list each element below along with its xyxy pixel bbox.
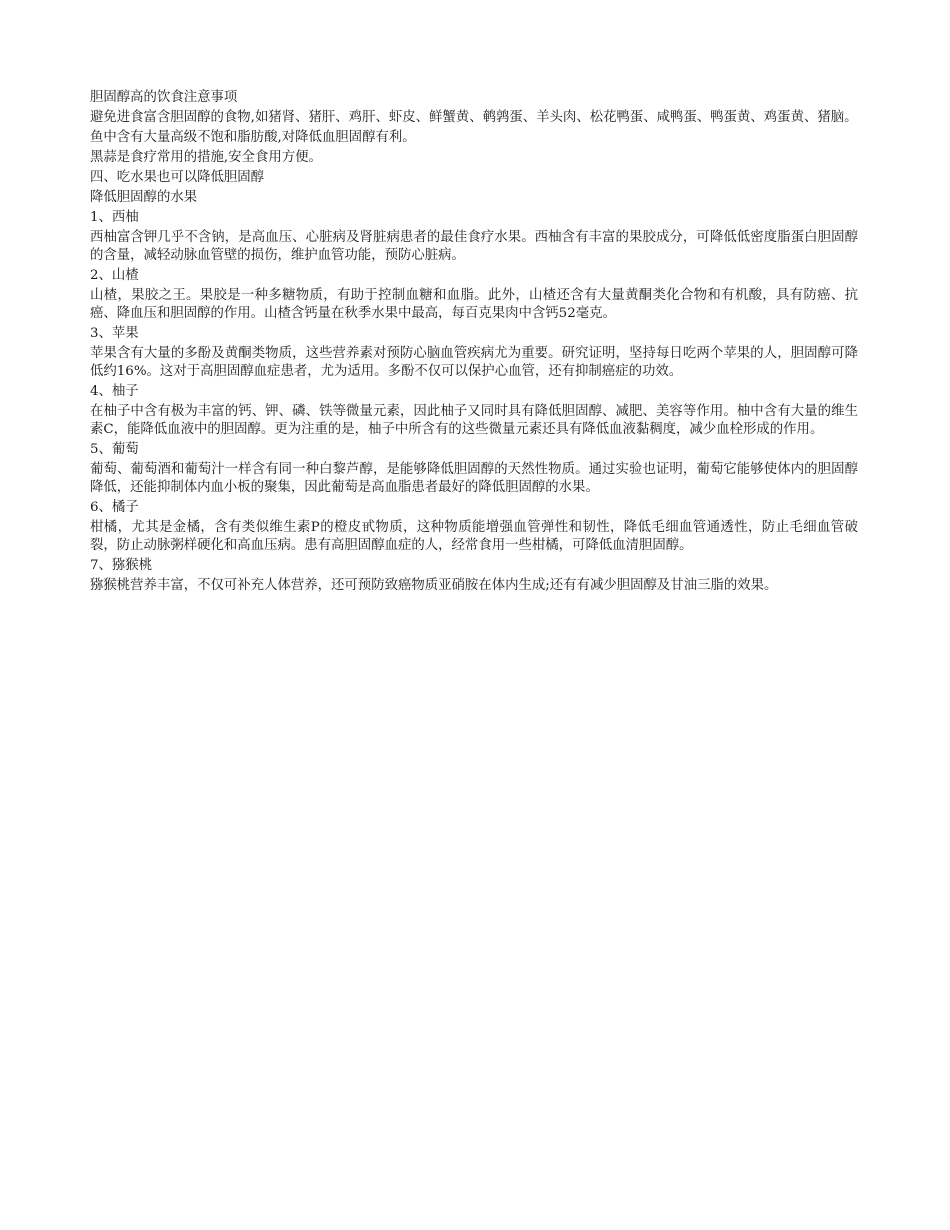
fruit-heading-orange: 6、橘子 bbox=[90, 500, 139, 515]
fruit-text-apple: 苹果含有大量的多酚及黄酮类物质，这些营养素对预防心脑血管疾病尤为重要。研究证明，坚持每日吃两个苹果的人，胆固醇可降低约16%。这对于高胆固醇血症患者，尤为适用。多酚不仅可以保护心血管，还有抑制癌症的功效。 bbox=[90, 346, 858, 379]
section-heading: 四、吃水果也可以降低胆固醇 bbox=[90, 170, 265, 185]
fruit-heading-kiwi: 7、猕猴桃 bbox=[90, 558, 153, 573]
document-title: 胆固醇高的饮食注意事项 bbox=[90, 90, 238, 105]
fruit-text-hawthorn: 山楂，果胶之王。果胶是一种多糖物质，有助于控制血糖和血脂。此外，山楂还含有大量黄酮类化合物和有机酸，具有防癌、抗癌、降血压和胆固醇的作用。山楂含钙量在秋季水果中最高，每百克果肉中含钙52毫克。 bbox=[90, 288, 858, 321]
intro-paragraph-black-garlic: 黑蒜是食疗常用的措施,安全食用方便。 bbox=[90, 150, 322, 165]
subheading: 降低胆固醇的水果 bbox=[90, 190, 198, 205]
fruit-heading-hawthorn: 2、山楂 bbox=[90, 268, 139, 283]
fruit-text-pomelo: 在柚子中含有极为丰富的钙、钾、磷、铁等微量元素，因此柚子又同时具有降低胆固醇、减肥、美容等作用。柚中含有大量的维生素C，能降低血液中的胆固醇。更为注重的是，柚子中所含有的这些微量元素还具有降低血液黏稠度，减少血栓形成的作用。 bbox=[90, 404, 858, 437]
fruit-text-grape: 葡萄、葡萄酒和葡萄汁一样含有同一种白黎芦醇，是能够降低胆固醇的天然性物质。通过实验也证明，葡萄它能够使体内的胆固醇降低，还能抑制体内血小板的聚集，因此葡萄是高血脂患者最好的降低胆固醇的水果。 bbox=[90, 462, 858, 495]
fruit-heading-apple: 3、苹果 bbox=[90, 326, 139, 341]
fruit-text-orange: 柑橘，尤其是金橘，含有类似维生素P的橙皮甙物质，这种物质能增强血管弹性和韧性，降低毛细血管通透性，防止毛细血管破裂，防止动脉粥样硬化和高血压病。患有高胆固醇血症的人，经常食用一些柑橘，可降低血清胆固醇。 bbox=[90, 520, 858, 553]
fruit-text-grapefruit: 西柚富含钾几乎不含钠，是高血压、心脏病及肾脏病患者的最佳食疗水果。西柚含有丰富的果胶成分，可降低低密度脂蛋白胆固醇的含量，减轻动脉血管壁的损伤，维护血管功能，预防心脏病。 bbox=[90, 230, 858, 263]
fruit-heading-grape: 5、葡萄 bbox=[90, 442, 139, 457]
fruit-heading-grapefruit: 1、西柚 bbox=[90, 210, 139, 225]
document-page bbox=[90, 89, 870, 597]
fruit-text-kiwi: 猕猴桃营养丰富，不仅可补充人体营养，还可预防致癌物质亚硝胺在体内生成;还有有减少胆固醇及甘油三脂的效果。 bbox=[90, 578, 778, 593]
fruit-heading-pomelo: 4、柚子 bbox=[90, 384, 139, 399]
intro-paragraph-fish: 鱼中含有大量高级不饱和脂肪酸,对降低血胆固醇有利。 bbox=[90, 130, 416, 145]
intro-paragraph-foods-to-avoid: 避免进食富含胆固醇的食物,如猪肾、猪肝、鸡肝、虾皮、鲜蟹黄、鹌鹑蛋、羊头肉、松花鸭蛋、咸鸭蛋、鸭蛋黄、鸡蛋黄、猪脑。 bbox=[90, 110, 858, 125]
